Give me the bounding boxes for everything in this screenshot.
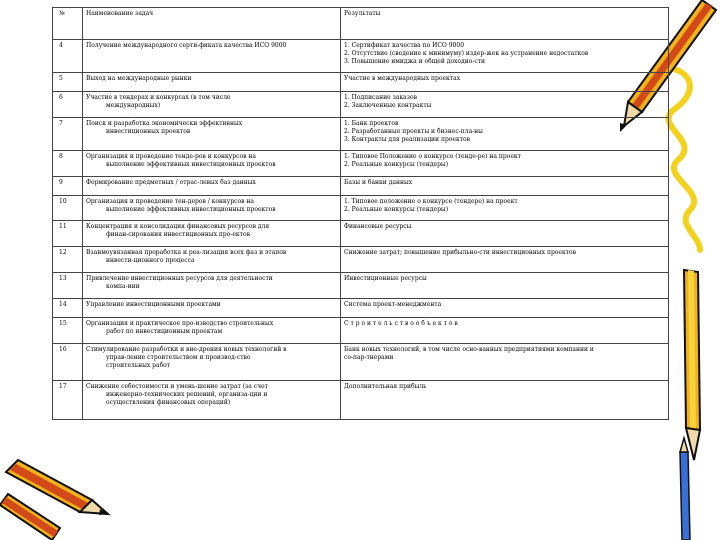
task-line: Формирование предметных / отрас-левых баз данных [86, 179, 256, 186]
table-row [53, 299, 669, 318]
result-line: 2. Отсутствие (сведение к минимуму) издер-жек на устранение недостатков [344, 50, 589, 57]
header-num: № [53, 8, 83, 40]
row-task [83, 247, 341, 273]
row-task [83, 273, 341, 299]
row-result [341, 118, 669, 151]
row-task [83, 299, 341, 318]
table-header-row [53, 8, 669, 40]
results-table [52, 7, 669, 420]
task-line: строительных работ [106, 362, 171, 369]
task-line: инвестиционных проектов [106, 128, 191, 135]
row-task [83, 177, 341, 196]
row-task [83, 151, 341, 177]
task-line: Участие в тендерах и конкурсах (в том числе [86, 94, 231, 101]
row-task [83, 344, 341, 381]
row-result [341, 299, 669, 318]
row-result [341, 381, 669, 420]
table-row [53, 247, 669, 273]
table-row [53, 344, 669, 381]
row-task [83, 73, 341, 92]
row-num: 5 [53, 73, 83, 92]
result-line: 2. Заключенные контракты [344, 102, 432, 109]
row-result [341, 221, 669, 247]
task-line: инженерно-технических решений, организа-ции и [106, 391, 268, 398]
task-line: Стимулирование разработки и вне-дрения новых технологий в [86, 346, 287, 353]
row-task [83, 40, 341, 73]
table-row [53, 196, 669, 221]
row-num: 7 [53, 118, 83, 151]
table-row [53, 177, 669, 196]
result-line: 1. Типовое положение о конкурсе (тендере) на проект [344, 198, 518, 205]
pencil-blue-icon [680, 438, 690, 540]
row-result [341, 344, 669, 381]
row-task [83, 118, 341, 151]
result-line: 2. Разработанные проекты и бизнес-пла-ны [344, 128, 483, 135]
task-line: работ по инвестиционным проектам [106, 328, 223, 335]
yellow-squiggle [668, 68, 700, 250]
task-line: Получение международного серти-фиката качества ИСО 9000 [86, 42, 287, 49]
result-line: со-пар-тнерами [344, 354, 394, 361]
table-row [53, 118, 669, 151]
row-result [341, 177, 669, 196]
row-num: 15 [53, 318, 83, 344]
table-row [53, 318, 669, 344]
header-result: Результаты [341, 8, 669, 40]
row-result [341, 92, 669, 118]
table-row [53, 73, 669, 92]
result-line: Банк новых технологий, в том числе осно-ванных предприятиями компании и [344, 346, 594, 353]
task-line: Организация и проведение тенде-ров и конкурсов на [86, 153, 256, 160]
result-line: 1. Типовое Положение о конкурсе (тенде-ре) на проект [344, 153, 521, 160]
table-row [53, 273, 669, 299]
row-num: 9 [53, 177, 83, 196]
task-line: Выход на международные рынки [86, 75, 192, 82]
row-result [341, 318, 669, 344]
row-num: 4 [53, 40, 83, 73]
table-row [53, 40, 669, 73]
result-line: Снижение затрат; повышение прибыльно-сти инвестиционных проектов [344, 249, 577, 256]
task-line: инвести-ционного процесса [106, 257, 195, 264]
row-num: 8 [53, 151, 83, 177]
result-line: 1. Сертификат качества по ИСО 9000 [344, 42, 465, 49]
task-line: финан-сирования инвестиционных про-ектов [106, 231, 250, 238]
row-num: 14 [53, 299, 83, 318]
result-line: Инвестиционные ресурсы [344, 275, 427, 282]
row-num: 16 [53, 344, 83, 381]
task-line: выполнение эффективных инвестиционных проектов [106, 206, 276, 213]
row-num: 17 [53, 381, 83, 420]
task-line: Организация и проведение тен-деров / конкурсов на [86, 198, 254, 205]
result-line: Финансовые ресурсы [344, 223, 412, 230]
result-line: 2. Реальные конкурсы (тендеры) [344, 206, 449, 213]
task-line: выполнение эффективных инвестиционных проектов [106, 161, 276, 168]
row-result [341, 196, 669, 221]
row-task [83, 221, 341, 247]
row-result [341, 247, 669, 273]
task-line: осуществления финансовых операций) [106, 399, 231, 406]
pencil-bottom-left-icon [6, 460, 108, 515]
row-num: 11 [53, 221, 83, 247]
task-line: Организация и практическое про-изводство строительных [86, 320, 274, 327]
result-line: С т р о и т е л ь с т в о о б ъ е к т о в [344, 320, 458, 327]
row-result [341, 273, 669, 299]
header-task: Наименование задач [83, 8, 341, 40]
task-line: компа-нии [106, 283, 140, 290]
result-line: Участие в международных проектах [344, 75, 461, 82]
result-line: Дополнительная прибыль [344, 383, 427, 390]
table-row [53, 381, 669, 420]
row-num: 10 [53, 196, 83, 221]
table-row [53, 151, 669, 177]
result-line: Базы и банки данных [344, 179, 413, 186]
result-line: 3. Повышение имиджа и общей доходно-сти [344, 58, 486, 65]
row-num: 13 [53, 273, 83, 299]
result-line: 1. Банк проектов [344, 120, 399, 127]
result-line: 3. Контракты для реализации проектов [344, 136, 471, 143]
task-line: Поиск и разработка экономически эффективных [86, 120, 243, 127]
row-task [83, 318, 341, 344]
task-line: международных) [106, 102, 161, 109]
row-result [341, 151, 669, 177]
result-line: 1. Подписание заказов [344, 94, 418, 101]
task-line: Привлечение инвестиционных ресурсов для деятельности [86, 275, 273, 282]
pencil-bottom-right-icon [684, 270, 700, 460]
table-row [53, 92, 669, 118]
task-line: Снижение себестоимости и умень-шение затрат (за счет [86, 383, 268, 390]
task-line: Концентрация и консолидация финансовых ресурсов для [86, 223, 270, 230]
row-num: 12 [53, 247, 83, 273]
result-line: 2. Реальные конкурсы (тендеры) [344, 161, 449, 168]
row-task [83, 196, 341, 221]
row-result [341, 73, 669, 92]
row-num: 6 [53, 92, 83, 118]
task-line: управ-ление строительством и производ-ство [106, 354, 251, 361]
row-task [83, 92, 341, 118]
task-line: Управление инвестиционными проектами [86, 301, 221, 308]
row-task [83, 381, 341, 420]
result-line: Система проект-менеджмента [344, 301, 442, 308]
row-result [341, 40, 669, 73]
task-line: Взаимоувязанная проработка и реа-лизация всех фаз и этапов [86, 249, 287, 256]
pencil-bottom-left-2-icon [0, 494, 60, 540]
table-row [53, 221, 669, 247]
